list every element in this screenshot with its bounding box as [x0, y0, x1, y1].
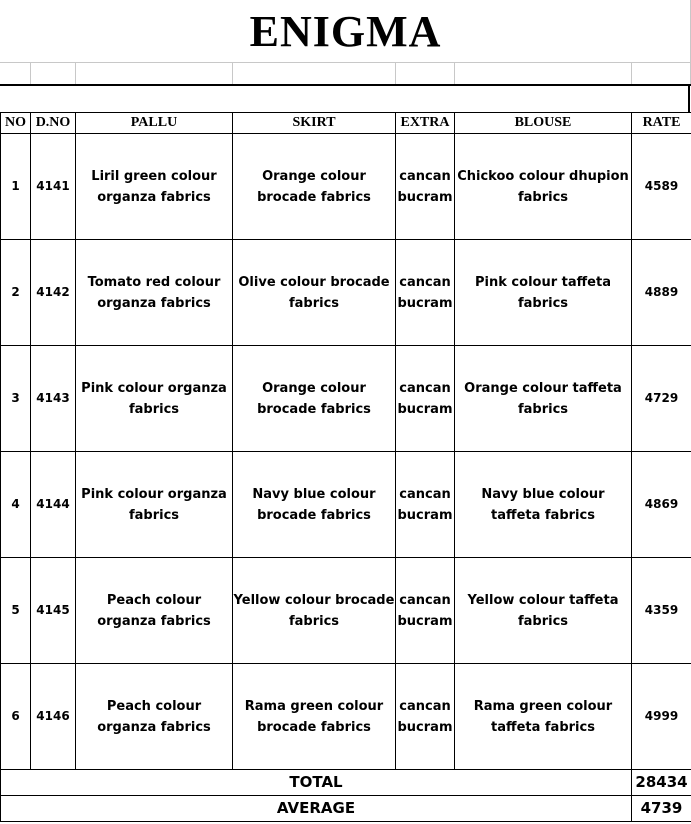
cell-rate: 4359	[632, 558, 691, 664]
table-row	[1, 558, 691, 664]
cell-pallu: Pink colour organza fabrics	[76, 452, 233, 558]
cell-pallu: Pink colour organza fabrics	[76, 346, 233, 452]
cell-pallu: Tomato red colour organza fabrics	[76, 240, 233, 346]
cell-no: 6	[1, 664, 31, 770]
header-blouse: BLOUSE	[455, 113, 632, 134]
cell-skirt: Rama green colour brocade fabrics	[233, 664, 396, 770]
header-extra: EXTRA	[396, 113, 455, 134]
cell-skirt: Navy blue colour brocade fabrics	[233, 452, 396, 558]
cell-blouse: Chickoo colour dhupion fabrics	[455, 134, 632, 240]
empty-grid-row	[0, 62, 691, 84]
cell-skirt: Orange colour brocade fabrics	[233, 346, 396, 452]
average-label: AVERAGE	[1, 796, 632, 822]
average-value: 4739	[632, 796, 691, 822]
cell-blouse: Rama green colour taffeta fabrics	[455, 664, 632, 770]
cell-pallu: Peach colour organza fabrics	[76, 558, 233, 664]
header-no: NO	[1, 113, 31, 134]
cell-dno: 4146	[31, 664, 76, 770]
cell-pallu: Peach colour organza fabrics	[76, 664, 233, 770]
cell-rate: 4589	[632, 134, 691, 240]
table-row	[1, 452, 691, 558]
cell-no: 2	[1, 240, 31, 346]
cell-skirt: Olive colour brocade fabrics	[233, 240, 396, 346]
price-table	[0, 112, 691, 822]
total-label: TOTAL	[1, 770, 632, 796]
header-row	[1, 113, 691, 134]
cell-rate: 4889	[632, 240, 691, 346]
cell-extra: cancan bucram	[396, 240, 455, 346]
table-top-border	[0, 84, 691, 86]
average-row	[1, 796, 691, 822]
table-right-border	[688, 84, 690, 113]
table-row	[1, 134, 691, 240]
cell-blouse: Yellow colour taffeta fabrics	[455, 558, 632, 664]
cell-dno: 4142	[31, 240, 76, 346]
cell-no: 1	[1, 134, 31, 240]
cell-rate: 4999	[632, 664, 691, 770]
cell-blouse: Pink colour taffeta fabrics	[455, 240, 632, 346]
table-row	[1, 240, 691, 346]
cell-no: 4	[1, 452, 31, 558]
cell-extra: cancan bucram	[396, 664, 455, 770]
total-row	[1, 770, 691, 796]
cell-no: 5	[1, 558, 31, 664]
cell-skirt: Orange colour brocade fabrics	[233, 134, 396, 240]
table-row	[1, 346, 691, 452]
cell-skirt: Yellow colour brocade fabrics	[233, 558, 396, 664]
cell-rate: 4729	[632, 346, 691, 452]
cell-extra: cancan bucram	[396, 346, 455, 452]
cell-extra: cancan bucram	[396, 452, 455, 558]
header-rate: RATE	[632, 113, 691, 134]
cell-extra: cancan bucram	[396, 134, 455, 240]
cell-dno: 4141	[31, 134, 76, 240]
total-value: 28434	[632, 770, 691, 796]
cell-rate: 4869	[632, 452, 691, 558]
cell-pallu: Liril green colour organza fabrics	[76, 134, 233, 240]
cell-extra: cancan bucram	[396, 558, 455, 664]
cell-dno: 4145	[31, 558, 76, 664]
cell-blouse: Navy blue colour taffeta fabrics	[455, 452, 632, 558]
cell-blouse: Orange colour taffeta fabrics	[455, 346, 632, 452]
cell-dno: 4143	[31, 346, 76, 452]
header-skirt: SKIRT	[233, 113, 396, 134]
header-pallu: PALLU	[76, 113, 233, 134]
cell-no: 3	[1, 346, 31, 452]
cell-dno: 4144	[31, 452, 76, 558]
table-row	[1, 664, 691, 770]
header-dno: D.NO	[31, 113, 76, 134]
document-title: ENIGMA	[249, 6, 442, 56]
